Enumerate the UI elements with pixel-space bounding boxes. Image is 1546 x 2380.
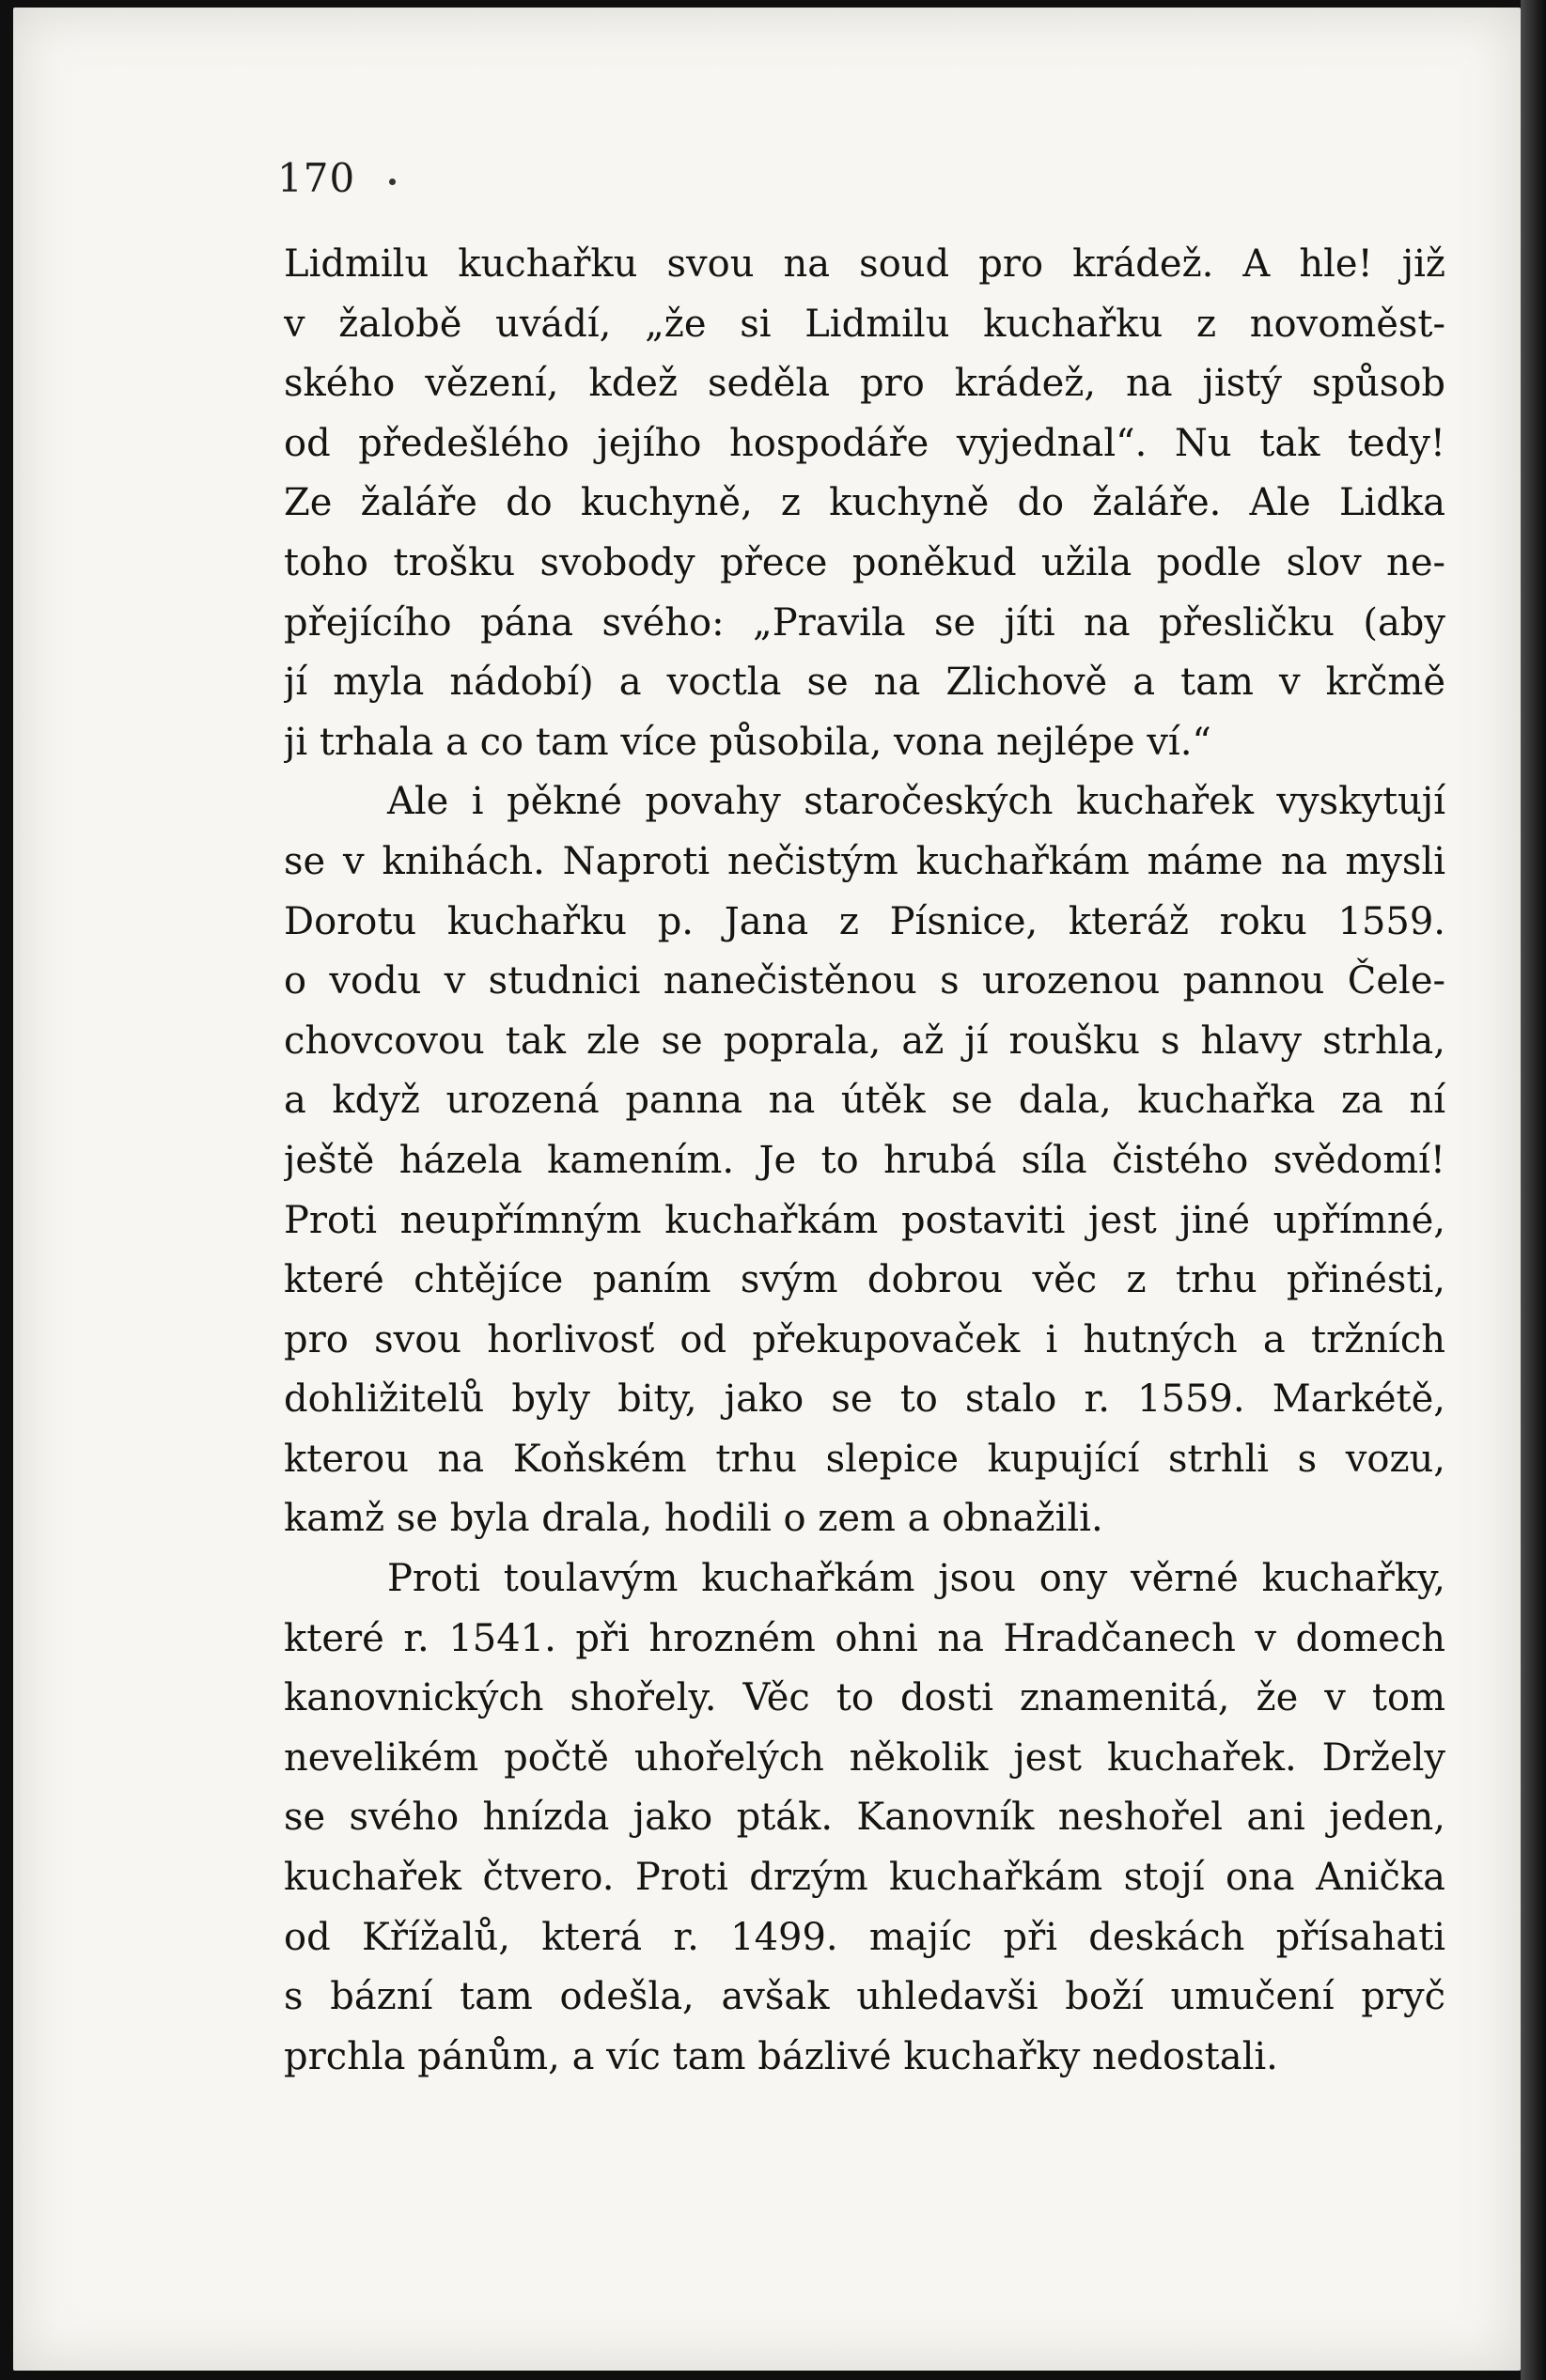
text-line: ského vězení, kdež seděla pro krádež, na jistý spůsob <box>284 362 1445 406</box>
paragraph-start-line: Proti toulavým kuchařkám jsou ony věrné kuchařky, <box>387 1557 1445 1601</box>
text-line: Proti neupřímným kuchařkám postaviti jest jiné upřímné, <box>284 1198 1445 1242</box>
text-line: se v knihách. Naproti nečistým kuchařkám máme na mysli <box>284 839 1445 883</box>
paragraph-start-line: Ale i pěkné povahy staročeských kuchařek vyskytují <box>387 780 1445 824</box>
text-line: v žalobě uvádí, „že si Lidmilu kuchařku z novoměst- <box>284 302 1445 346</box>
text-line: Ze žaláře do kuchyně, z kuchyně do žaláře. Ale Lidka <box>284 481 1445 525</box>
text-line: se svého hnízda jako pták. Kanovník neshořel ani jeden, <box>284 1796 1445 1840</box>
text-line: přejícího pána svého: „Pravila se jíti na přesličku (aby <box>284 600 1445 645</box>
text-line: jí myla nádobí) a voctla se na Zlichově a tam v krčmě <box>284 661 1445 705</box>
header-ornament-dot <box>389 179 396 185</box>
text-line: kterou na Koňském trhu slepice kupující strhli s vozu, <box>284 1437 1445 1481</box>
text-line: nevelikém počtě uhořelých několik jest kuchařek. Držely <box>284 1735 1445 1780</box>
text-line: kanovnických shořely. Věc to dosti znamenitá, že v tom <box>284 1676 1445 1720</box>
text-line: od Křížalů, která r. 1499. majíc při deskách přísahati <box>284 1915 1445 1959</box>
text-line: od předešlého jejího hospodáře vyjednal“. Nu tak tedy! <box>284 421 1445 465</box>
text-line: ještě házela kamením. Je to hrubá síla čistého svědomí! <box>284 1138 1445 1182</box>
text-line: ji trhala a co tam více působila, vona nejlépe ví.“ <box>284 720 1211 764</box>
text-line: s bázní tam odešla, avšak uhledavši boží umučení pryč <box>284 1975 1445 2019</box>
page-number: 170 <box>277 155 356 201</box>
text-line: kuchařek čtvero. Proti drzým kuchařkám stojí ona Anička <box>284 1856 1445 1900</box>
text-line: dohližitelů byly bity, jako se to stalo r. 1559. Markétě, <box>284 1377 1445 1422</box>
text-line: a když urozená panna na útěk se dala, kuchařka za ní <box>284 1079 1445 1123</box>
text-line: Lidmilu kuchařku svou na soud pro krádež. A hle! již <box>284 242 1445 286</box>
binding-edge <box>1521 0 1546 2380</box>
text-line: které chtějíce paním svým dobrou věc z trhu přinésti, <box>284 1258 1445 1302</box>
text-line: které r. 1541. při hrozném ohni na Hradčanech v domech <box>284 1616 1445 1660</box>
text-line: Dorotu kuchařku p. Jana z Písnice, kteráž roku 1559. <box>284 899 1445 943</box>
page-header <box>277 155 396 201</box>
text-line: pro svou horlivosť od překupovaček i hutných a tržních <box>284 1317 1445 1361</box>
text-line: chovcovou tak zle se poprala, až jí roušku s hlavy strhla, <box>284 1019 1445 1063</box>
text-line: prchla pánům, a víc tam bázlivé kuchařky nedostali. <box>284 2034 1278 2078</box>
text-line: o vodu v studnici nanečistěnou s urozenou pannou Čele- <box>284 959 1445 1003</box>
body-text <box>284 235 1445 2087</box>
text-line: kamž se byla drala, hodili o zem a obnažili. <box>284 1497 1103 1541</box>
text-line: toho trošku svobody přece poněkud užila podle slov ne- <box>284 540 1445 584</box>
